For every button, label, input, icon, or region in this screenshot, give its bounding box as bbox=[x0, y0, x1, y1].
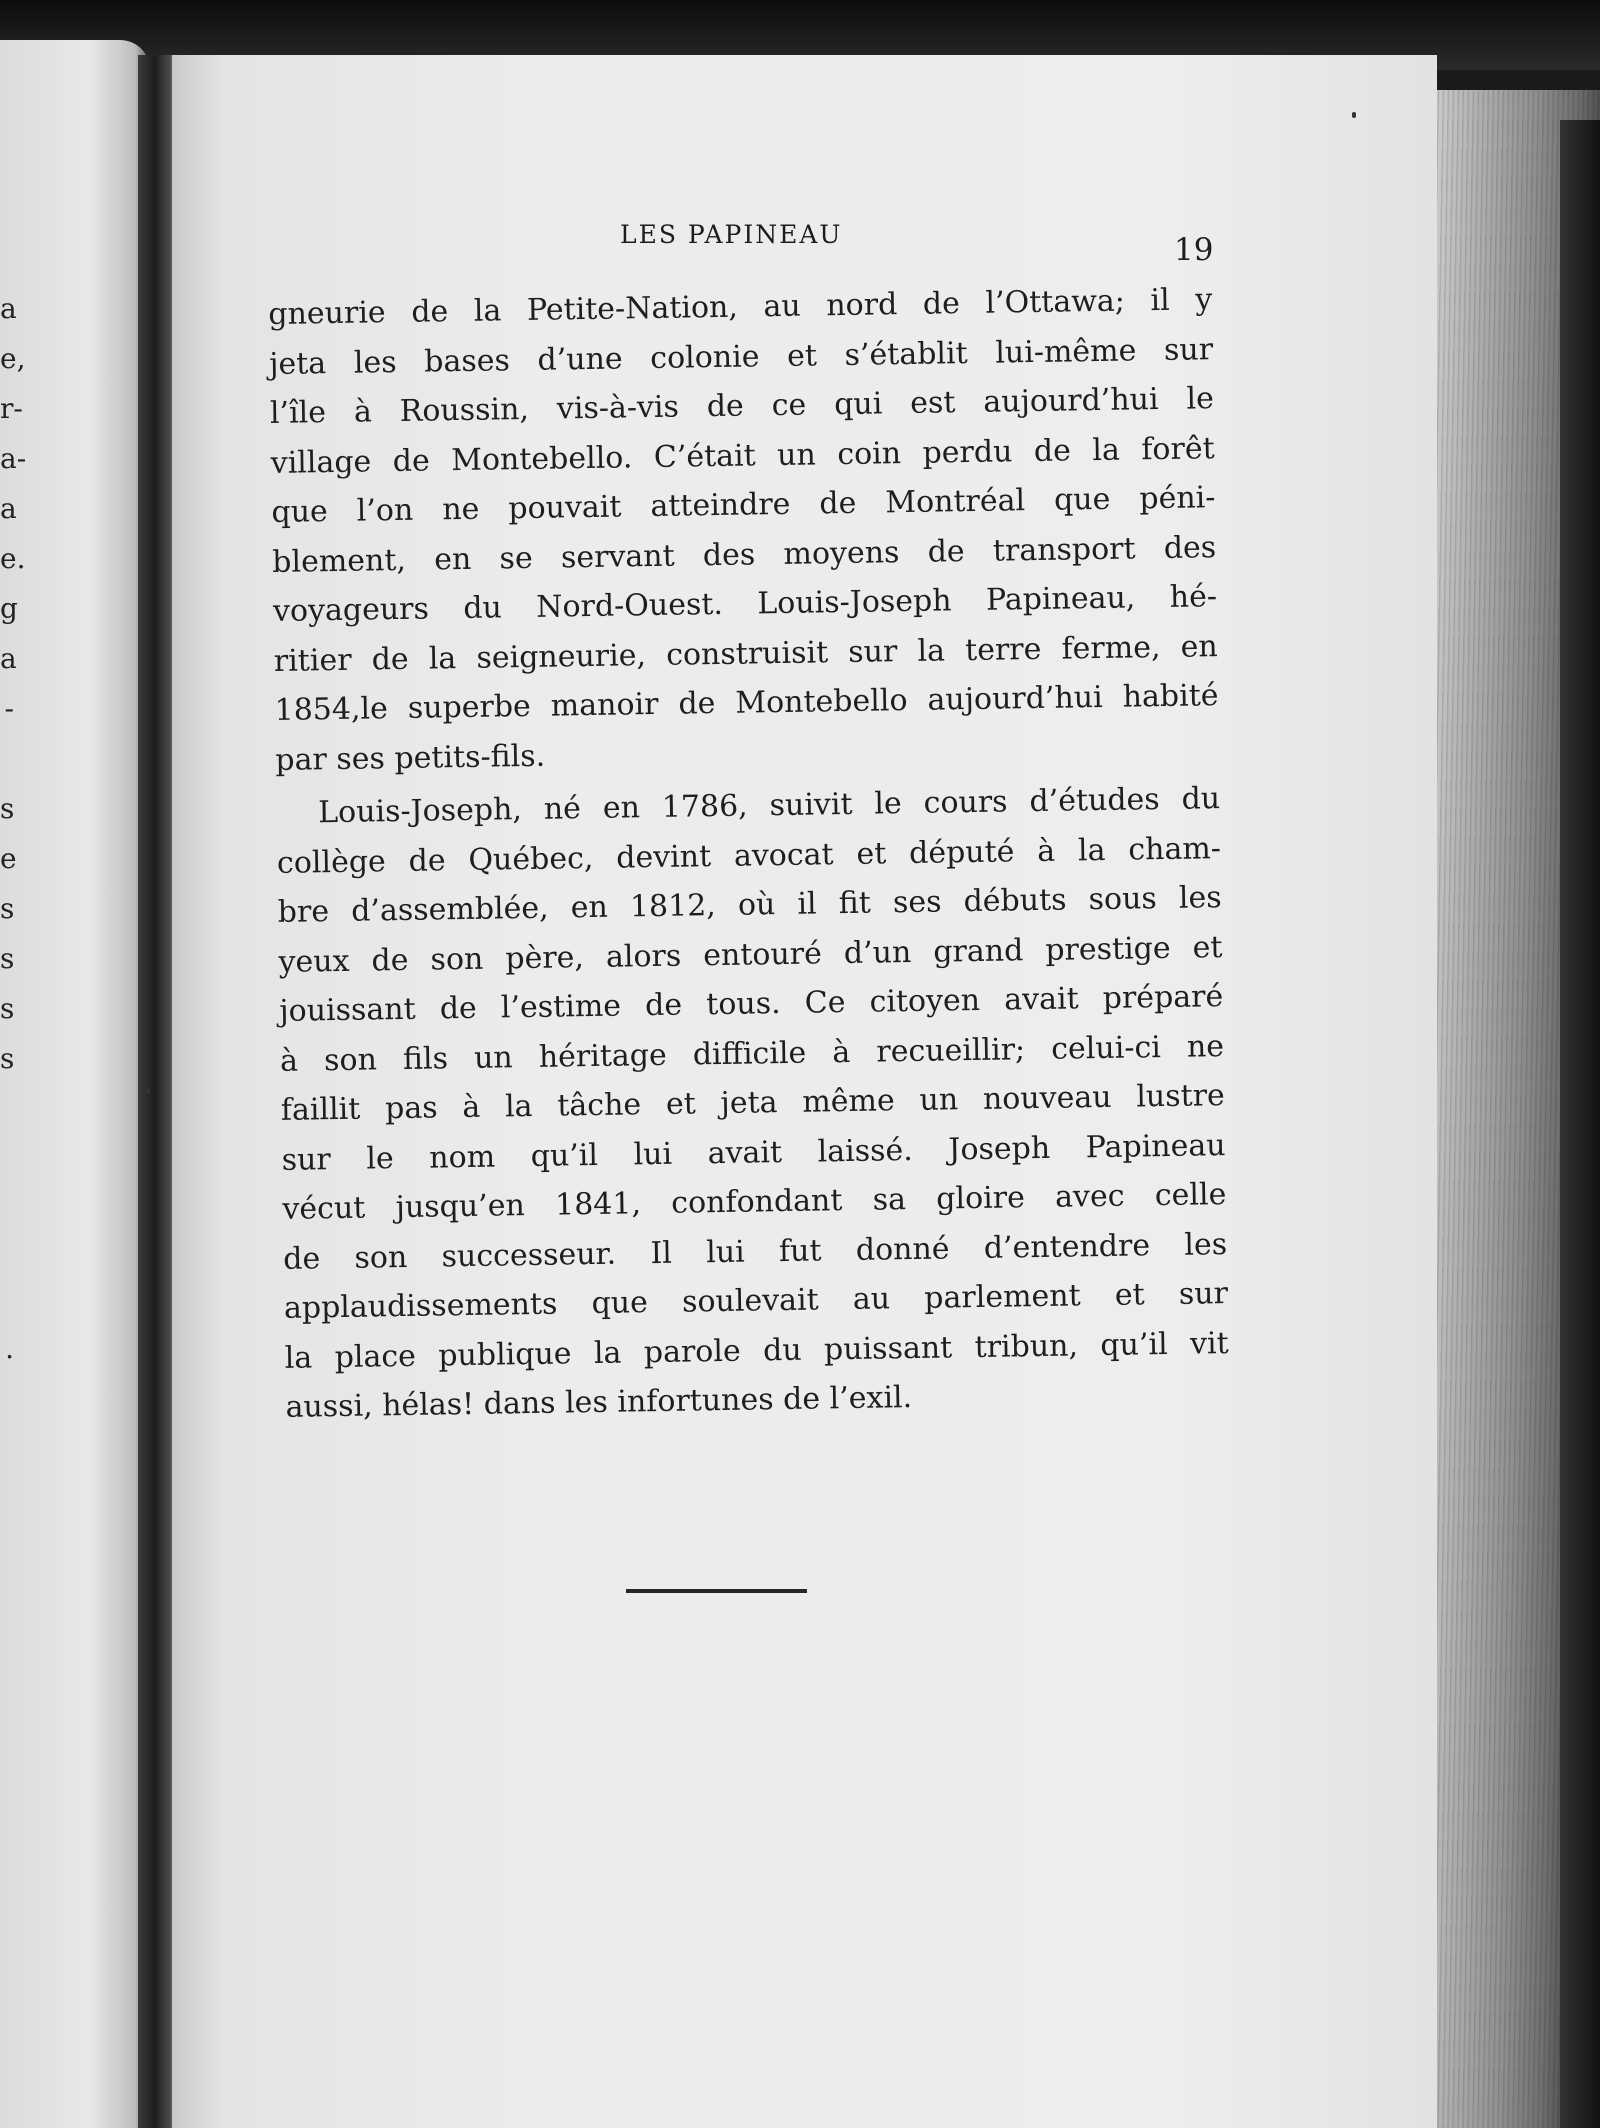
left-page-fragment: s bbox=[0, 942, 15, 975]
left-page-fragment: s bbox=[0, 892, 15, 925]
text-line: yeux de son père, alors entouré d’un grand prestige et bbox=[278, 929, 1223, 980]
dust-speck bbox=[146, 1088, 150, 1094]
left-page-fragment: a bbox=[0, 642, 17, 675]
left-page-fragment: e bbox=[0, 842, 17, 875]
left-page-fragment: a bbox=[0, 292, 17, 325]
body-text bbox=[268, 275, 1230, 1432]
left-page-fragment: s bbox=[0, 992, 15, 1025]
left-page-fragment: r- bbox=[0, 392, 23, 425]
left-page-fragment: a bbox=[0, 492, 17, 525]
text-line: collège de Québec, devint avocat et député à la cham- bbox=[276, 830, 1222, 881]
left-facing-page bbox=[0, 40, 150, 2128]
running-head: LES PAPINEAU bbox=[620, 220, 843, 249]
text-line: 1854,le superbe manoir de Montebello aujourd’hui habité bbox=[274, 678, 1219, 728]
left-page-fragment: e, bbox=[0, 342, 26, 375]
left-page-fragment: . bbox=[5, 1332, 14, 1365]
text-line: village de Montebello. C’était un coin perdu de la forêt bbox=[270, 430, 1215, 481]
text-line: la place publique la parole du puissant tribun, qu’il vit bbox=[284, 1325, 1229, 1376]
left-page-fragment: e. bbox=[0, 542, 26, 575]
text-line: faillit pas à la tâche et jeta même un nouveau lustre bbox=[280, 1078, 1226, 1128]
text-line: blement, en se servant des moyens de transport des bbox=[271, 529, 1217, 580]
end-of-chapter-rule bbox=[626, 1589, 807, 1593]
left-page-fragment: s bbox=[0, 792, 15, 825]
left-page-fragment: - bbox=[4, 692, 14, 725]
text-line: aussi, hélas! dans les infortunes de l’exil. bbox=[285, 1380, 913, 1425]
text-line: Louis-Joseph, né en 1786, suivit le cours d’études du bbox=[317, 781, 1221, 831]
left-page-fragment: a- bbox=[0, 442, 27, 475]
text-line: ritier de la seigneurie, construisit sur la terre ferme, en bbox=[273, 628, 1218, 679]
dust-speck bbox=[1352, 112, 1356, 118]
text-line: de son successeur. Il lui fut donné d’entendre les bbox=[282, 1226, 1228, 1277]
left-page-fragment: s bbox=[0, 1042, 15, 1075]
page-number: 19 bbox=[1174, 232, 1214, 268]
text-line: que l’on ne pouvait atteindre de Montréal que péni- bbox=[271, 480, 1216, 530]
book-cover-edge bbox=[1560, 120, 1600, 2128]
text-line: par ses petits-fils. bbox=[275, 738, 546, 778]
text-line: vécut jusqu’en 1841, confondant sa gloire avec celle bbox=[282, 1177, 1227, 1227]
text-line: l’île à Roussin, vis-à-vis de ce qui est aujourd’hui le bbox=[269, 381, 1215, 431]
text-line: sur le nom qu’il lui avait laissé. Joseph Papineau bbox=[281, 1127, 1226, 1178]
left-page-fragment: g bbox=[0, 592, 18, 625]
text-line: bre d’assemblée, en 1812, où il fit ses débuts sous les bbox=[277, 880, 1222, 930]
text-line: voyageurs du Nord-Ouest. Louis-Joseph Papineau, hé- bbox=[272, 579, 1218, 629]
text-line: gneurie de la Petite-Nation, au nord de l’Ottawa; il y bbox=[268, 282, 1213, 332]
text-line: applaudissements que soulevait au parlement et sur bbox=[283, 1276, 1229, 1326]
text-line: jeta les bases d’une colonie et s’établit lui-même sur bbox=[268, 331, 1214, 382]
text-line: jouissant de l’estime de tous. Ce citoyen avait préparé bbox=[279, 979, 1224, 1029]
text-line: à son fils un héritage difficile à recueillir; celui-ci ne bbox=[279, 1028, 1225, 1079]
